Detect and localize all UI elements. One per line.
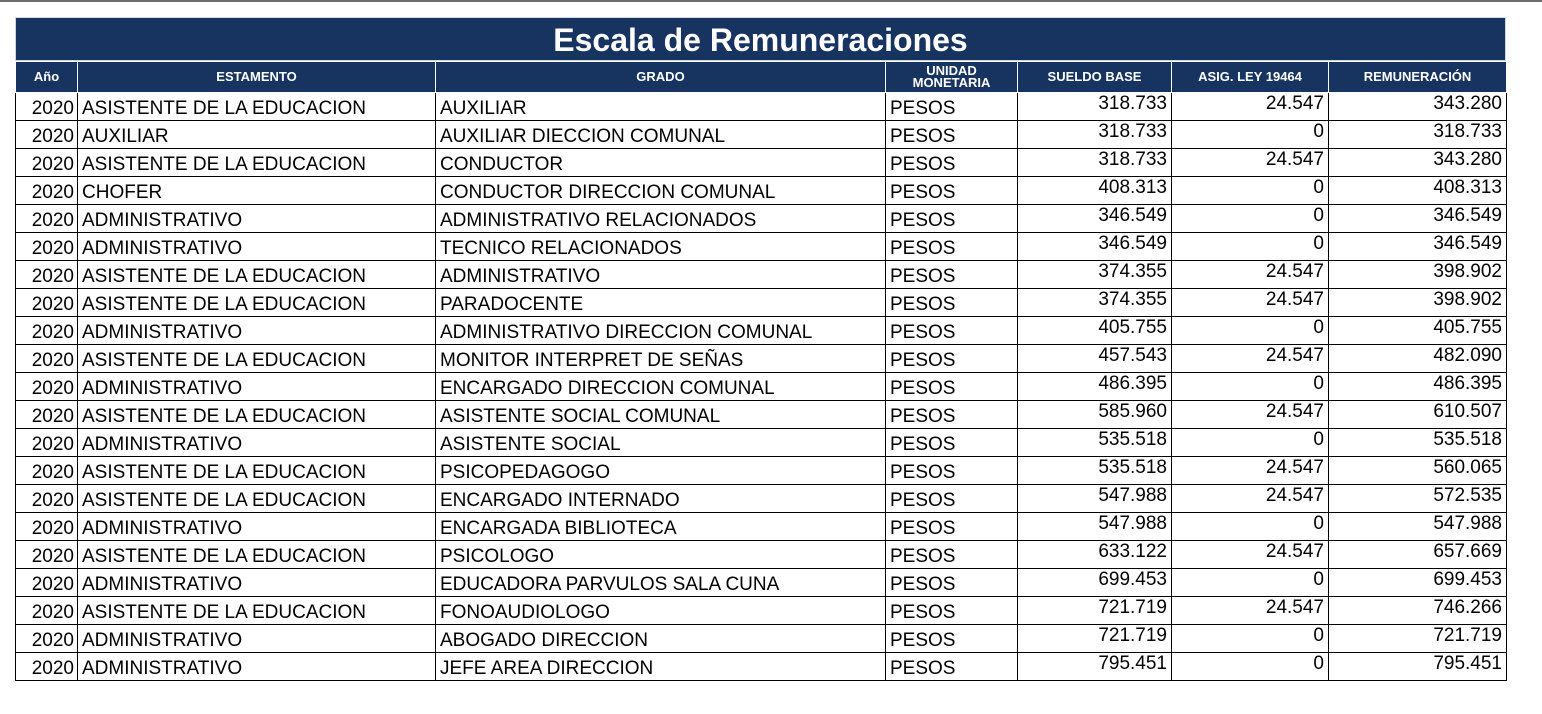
- cell-estamento: ASISTENTE DE LA EDUCACION: [78, 93, 436, 121]
- cell-remuneracion: 572.535: [1329, 485, 1507, 513]
- cell-anio: 2020: [16, 233, 78, 261]
- cell-sueldo-base: 585.960: [1018, 401, 1172, 429]
- cell-asig-ley: 24.547: [1172, 93, 1329, 121]
- cell-grado: PARADOCENTE: [436, 289, 886, 317]
- table-row: [16, 541, 1507, 569]
- cell-anio: 2020: [16, 261, 78, 289]
- cell-asig-ley: 0: [1172, 121, 1329, 149]
- cell-anio: 2020: [16, 93, 78, 121]
- cell-grado: ENCARGADO DIRECCION COMUNAL: [436, 373, 886, 401]
- cell-unidad-monetaria: PESOS: [886, 429, 1018, 457]
- cell-unidad-monetaria: PESOS: [886, 373, 1018, 401]
- cell-grado: JEFE AREA DIRECCION: [436, 653, 886, 681]
- cell-remuneracion: 721.719: [1329, 625, 1507, 653]
- cell-grado: EDUCADORA PARVULOS SALA CUNA: [436, 569, 886, 597]
- cell-remuneracion: 482.090: [1329, 345, 1507, 373]
- cell-unidad-monetaria: PESOS: [886, 317, 1018, 345]
- cell-unidad-monetaria: PESOS: [886, 401, 1018, 429]
- cell-remuneracion: 346.549: [1329, 233, 1507, 261]
- cell-unidad-monetaria: PESOS: [886, 345, 1018, 373]
- table-row: [16, 401, 1507, 429]
- cell-unidad-monetaria: PESOS: [886, 541, 1018, 569]
- cell-sueldo-base: 633.122: [1018, 541, 1172, 569]
- cell-grado: PSICOLOGO: [436, 541, 886, 569]
- cell-remuneracion: 547.988: [1329, 513, 1507, 541]
- cell-anio: 2020: [16, 625, 78, 653]
- salary-scale-table-container: [15, 17, 1506, 681]
- cell-anio: 2020: [16, 373, 78, 401]
- table-row: [16, 261, 1507, 289]
- cell-anio: 2020: [16, 177, 78, 205]
- cell-sueldo-base: 318.733: [1018, 149, 1172, 177]
- cell-unidad-monetaria: PESOS: [886, 569, 1018, 597]
- cell-remuneracion: 398.902: [1329, 289, 1507, 317]
- cell-sueldo-base: 535.518: [1018, 429, 1172, 457]
- table-row: [16, 233, 1507, 261]
- cell-asig-ley: 0: [1172, 429, 1329, 457]
- table-row: [16, 597, 1507, 625]
- table-row: [16, 429, 1507, 457]
- cell-anio: 2020: [16, 401, 78, 429]
- cell-remuneracion: 535.518: [1329, 429, 1507, 457]
- cell-grado: FONOAUDIOLOGO: [436, 597, 886, 625]
- cell-remuneracion: 398.902: [1329, 261, 1507, 289]
- cell-anio: 2020: [16, 149, 78, 177]
- table-title: Escala de Remuneraciones: [15, 17, 1506, 61]
- cell-remuneracion: 560.065: [1329, 457, 1507, 485]
- header-row: [16, 62, 1507, 93]
- cell-grado: ADMINISTRATIVO DIRECCION COMUNAL: [436, 317, 886, 345]
- header-remuneracion: REMUNERACIÓN: [1329, 62, 1507, 93]
- cell-estamento: ADMINISTRATIVO: [78, 513, 436, 541]
- cell-remuneracion: 408.313: [1329, 177, 1507, 205]
- cell-asig-ley: 0: [1172, 569, 1329, 597]
- cell-estamento: CHOFER: [78, 177, 436, 205]
- cell-grado: CONDUCTOR: [436, 149, 886, 177]
- cell-unidad-monetaria: PESOS: [886, 625, 1018, 653]
- cell-sueldo-base: 795.451: [1018, 653, 1172, 681]
- cell-anio: 2020: [16, 485, 78, 513]
- cell-grado: ENCARGADA BIBLIOTECA: [436, 513, 886, 541]
- cell-remuneracion: 610.507: [1329, 401, 1507, 429]
- cell-remuneracion: 346.549: [1329, 205, 1507, 233]
- cell-asig-ley: 0: [1172, 513, 1329, 541]
- cell-estamento: ADMINISTRATIVO: [78, 233, 436, 261]
- cell-grado: AUXILIAR: [436, 93, 886, 121]
- cell-anio: 2020: [16, 457, 78, 485]
- cell-anio: 2020: [16, 569, 78, 597]
- cell-unidad-monetaria: PESOS: [886, 261, 1018, 289]
- cell-estamento: ASISTENTE DE LA EDUCACION: [78, 289, 436, 317]
- cell-sueldo-base: 318.733: [1018, 121, 1172, 149]
- cell-estamento: ASISTENTE DE LA EDUCACION: [78, 597, 436, 625]
- cell-asig-ley: 0: [1172, 653, 1329, 681]
- cell-estamento: ASISTENTE DE LA EDUCACION: [78, 261, 436, 289]
- table-body: [16, 93, 1507, 681]
- cell-sueldo-base: 486.395: [1018, 373, 1172, 401]
- cell-unidad-monetaria: PESOS: [886, 121, 1018, 149]
- table-row: [16, 121, 1507, 149]
- cell-sueldo-base: 721.719: [1018, 597, 1172, 625]
- cell-sueldo-base: 457.543: [1018, 345, 1172, 373]
- cell-sueldo-base: 374.355: [1018, 289, 1172, 317]
- cell-sueldo-base: 374.355: [1018, 261, 1172, 289]
- header-unidad-line2: MONETARIA: [912, 75, 991, 90]
- header-unidad-line1: UNIDAD: [926, 63, 977, 78]
- cell-anio: 2020: [16, 205, 78, 233]
- cell-asig-ley: 24.547: [1172, 345, 1329, 373]
- cell-remuneracion: 343.280: [1329, 149, 1507, 177]
- cell-asig-ley: 0: [1172, 205, 1329, 233]
- cell-asig-ley: 0: [1172, 317, 1329, 345]
- table-row: [16, 93, 1507, 121]
- cell-unidad-monetaria: PESOS: [886, 233, 1018, 261]
- top-border-line: [0, 0, 1542, 2]
- table-row: [16, 205, 1507, 233]
- cell-grado: ADMINISTRATIVO: [436, 261, 886, 289]
- cell-sueldo-base: 721.719: [1018, 625, 1172, 653]
- cell-asig-ley: 24.547: [1172, 289, 1329, 317]
- cell-unidad-monetaria: PESOS: [886, 597, 1018, 625]
- cell-estamento: ASISTENTE DE LA EDUCACION: [78, 541, 436, 569]
- cell-anio: 2020: [16, 317, 78, 345]
- cell-anio: 2020: [16, 289, 78, 317]
- cell-remuneracion: 343.280: [1329, 93, 1507, 121]
- salary-scale-table: [15, 61, 1507, 681]
- cell-asig-ley: 24.547: [1172, 597, 1329, 625]
- cell-estamento: ASISTENTE DE LA EDUCACION: [78, 345, 436, 373]
- header-estamento: ESTAMENTO: [78, 62, 436, 93]
- cell-grado: ASISTENTE SOCIAL COMUNAL: [436, 401, 886, 429]
- cell-estamento: ADMINISTRATIVO: [78, 653, 436, 681]
- cell-anio: 2020: [16, 541, 78, 569]
- cell-unidad-monetaria: PESOS: [886, 205, 1018, 233]
- cell-sueldo-base: 408.313: [1018, 177, 1172, 205]
- cell-asig-ley: 0: [1172, 625, 1329, 653]
- cell-anio: 2020: [16, 429, 78, 457]
- cell-grado: TECNICO RELACIONADOS: [436, 233, 886, 261]
- table-row: [16, 149, 1507, 177]
- cell-remuneracion: 657.669: [1329, 541, 1507, 569]
- cell-estamento: ASISTENTE DE LA EDUCACION: [78, 457, 436, 485]
- header-asig-ley: ASIG. LEY 19464: [1172, 62, 1329, 93]
- cell-estamento: ASISTENTE DE LA EDUCACION: [78, 485, 436, 513]
- cell-anio: 2020: [16, 121, 78, 149]
- table-row: [16, 653, 1507, 681]
- table-row: [16, 177, 1507, 205]
- cell-estamento: ADMINISTRATIVO: [78, 373, 436, 401]
- table-row: [16, 373, 1507, 401]
- cell-remuneracion: 795.451: [1329, 653, 1507, 681]
- cell-estamento: ADMINISTRATIVO: [78, 569, 436, 597]
- cell-sueldo-base: 346.549: [1018, 205, 1172, 233]
- cell-unidad-monetaria: PESOS: [886, 485, 1018, 513]
- cell-estamento: ASISTENTE DE LA EDUCACION: [78, 401, 436, 429]
- cell-grado: MONITOR INTERPRET DE SEÑAS: [436, 345, 886, 373]
- cell-estamento: AUXILIAR: [78, 121, 436, 149]
- cell-estamento: ADMINISTRATIVO: [78, 429, 436, 457]
- cell-unidad-monetaria: PESOS: [886, 457, 1018, 485]
- cell-asig-ley: 24.547: [1172, 457, 1329, 485]
- cell-asig-ley: 24.547: [1172, 485, 1329, 513]
- table-row: [16, 345, 1507, 373]
- cell-asig-ley: 24.547: [1172, 401, 1329, 429]
- cell-remuneracion: 405.755: [1329, 317, 1507, 345]
- table-row: [16, 289, 1507, 317]
- header-sueldo-base: SUELDO BASE: [1018, 62, 1172, 93]
- cell-unidad-monetaria: PESOS: [886, 513, 1018, 541]
- cell-grado: CONDUCTOR DIRECCION COMUNAL: [436, 177, 886, 205]
- cell-sueldo-base: 547.988: [1018, 513, 1172, 541]
- cell-grado: PSICOPEDAGOGO: [436, 457, 886, 485]
- cell-estamento: ASISTENTE DE LA EDUCACION: [78, 149, 436, 177]
- cell-asig-ley: 0: [1172, 177, 1329, 205]
- cell-grado: ASISTENTE SOCIAL: [436, 429, 886, 457]
- header-anio: Año: [16, 62, 78, 93]
- cell-estamento: ADMINISTRATIVO: [78, 205, 436, 233]
- cell-unidad-monetaria: PESOS: [886, 177, 1018, 205]
- cell-anio: 2020: [16, 597, 78, 625]
- cell-asig-ley: 24.547: [1172, 541, 1329, 569]
- header-unidad-monetaria: [886, 62, 1018, 93]
- cell-sueldo-base: 405.755: [1018, 317, 1172, 345]
- cell-sueldo-base: 699.453: [1018, 569, 1172, 597]
- cell-unidad-monetaria: PESOS: [886, 149, 1018, 177]
- cell-estamento: ADMINISTRATIVO: [78, 317, 436, 345]
- cell-asig-ley: 24.547: [1172, 261, 1329, 289]
- cell-asig-ley: 0: [1172, 233, 1329, 261]
- header-grado: GRADO: [436, 62, 886, 93]
- table-row: [16, 513, 1507, 541]
- cell-grado: ADMINISTRATIVO RELACIONADOS: [436, 205, 886, 233]
- cell-remuneracion: 746.266: [1329, 597, 1507, 625]
- cell-anio: 2020: [16, 653, 78, 681]
- cell-sueldo-base: 346.549: [1018, 233, 1172, 261]
- cell-asig-ley: 0: [1172, 373, 1329, 401]
- cell-anio: 2020: [16, 345, 78, 373]
- cell-grado: AUXILIAR DIECCION COMUNAL: [436, 121, 886, 149]
- table-row: [16, 485, 1507, 513]
- cell-remuneracion: 699.453: [1329, 569, 1507, 597]
- cell-sueldo-base: 535.518: [1018, 457, 1172, 485]
- cell-remuneracion: 318.733: [1329, 121, 1507, 149]
- cell-grado: ENCARGADO INTERNADO: [436, 485, 886, 513]
- table-row: [16, 569, 1507, 597]
- cell-unidad-monetaria: PESOS: [886, 93, 1018, 121]
- cell-unidad-monetaria: PESOS: [886, 289, 1018, 317]
- cell-anio: 2020: [16, 513, 78, 541]
- table-row: [16, 317, 1507, 345]
- cell-grado: ABOGADO DIRECCION: [436, 625, 886, 653]
- cell-sueldo-base: 547.988: [1018, 485, 1172, 513]
- cell-estamento: ADMINISTRATIVO: [78, 625, 436, 653]
- table-row: [16, 625, 1507, 653]
- cell-unidad-monetaria: PESOS: [886, 653, 1018, 681]
- cell-asig-ley: 24.547: [1172, 149, 1329, 177]
- cell-remuneracion: 486.395: [1329, 373, 1507, 401]
- cell-sueldo-base: 318.733: [1018, 93, 1172, 121]
- table-row: [16, 457, 1507, 485]
